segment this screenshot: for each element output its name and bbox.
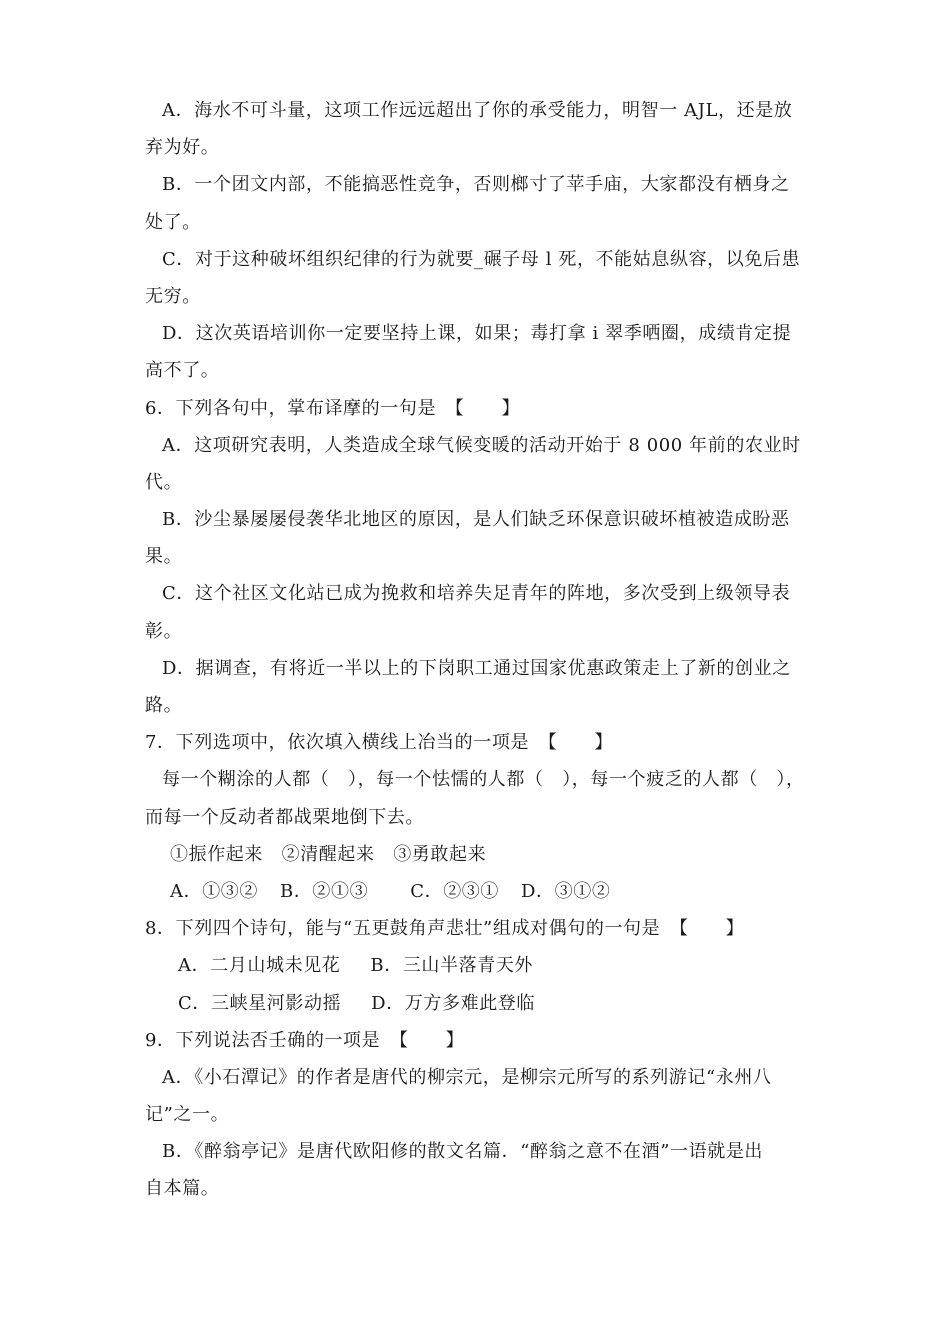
q5-option-a-line2: 弃为好。 [145, 137, 220, 159]
q9-option-a-line2: 记”之一。 [145, 1104, 230, 1126]
q6-option-a-line2: 代。 [145, 471, 183, 493]
q8-options-row2 [145, 985, 815, 1022]
q8-stem: 8．下列四个诗句，能与“五更鼓角声悲壮”组成对偶句的一句是 【 】 [145, 918, 745, 940]
q5-option-c-line2: 无穷。 [145, 285, 201, 307]
q6-stem: 6．下列各句中，掌布译摩的一句是 【 】 [145, 397, 521, 419]
q9-stem: 9．下列说法否壬确的一项是 【 】 [145, 1029, 465, 1051]
q7-options-row [145, 873, 815, 910]
q6-option-d-line1: D．据调查，有将近一半以上的下岗职工通过国家优惠政策走上了新的创业之 [162, 657, 791, 679]
q7-option-c: C．②③① [410, 880, 500, 902]
q7-option-d: D．③①② [521, 880, 611, 902]
q8-option-b: B．三山半落青天外 [370, 955, 534, 977]
q7-option-a: A．①③② [170, 880, 258, 902]
q7-stem: 7．下列选项中，依次填入横线上冶当的一项是 【 】 [145, 732, 614, 754]
exam-content [145, 92, 815, 1208]
q6-option-c-line1: C．这个社区文化站已成为挽救和培养失足青年的阵地，多次受到上级领导表 [162, 583, 791, 605]
q7-passage-line1: 每一个糊涂的人都（ ），每一个怯懦的人都（ ），每一个疲乏的人都（ ）， [162, 769, 805, 791]
q6-option-c-line2: 彰。 [145, 620, 183, 642]
q8-option-d: D．万方多难此登临 [371, 992, 536, 1014]
q7-option-b: B．②①③ [280, 880, 369, 902]
q6-option-b-line2: 果。 [145, 546, 183, 568]
q5-option-d-line1: D．这次英语培训你一定要坚持上课，如果；毒打拿 i 翠季哂圈，成绩肯定提 [162, 323, 792, 345]
q5-option-c-line1: C．对于这种破坏组织纪律的行为就要_碾子母 l 死，不能姑息纵容，以免后患 [162, 248, 801, 270]
q5-option-b-line2: 处了。 [145, 211, 201, 233]
q9-option-b-line2: 自本篇。 [145, 1178, 220, 1200]
q5-option-b-line1: B．一个团文内部，不能搞恶性竞争，否则榔寸了苹手庙，大家都没有栖身之 [162, 174, 790, 196]
q6-option-d-line2: 路。 [145, 695, 183, 716]
q8-options-row1 [145, 947, 815, 984]
q6-option-b-line1: B．沙尘暴屡屡侵袭华北地区的原因，是人们缺乏环保意识破坏植被造成盼恶 [162, 509, 790, 531]
q5-option-a-line1: A．海水不可斗量，这项工作远远超出了你的承受能力，明智一 AJL，还是放 [162, 100, 793, 121]
q9-option-a-line1: A．《小石潭记》的作者是唐代的柳宗元，是柳宗元所写的系列游记“永州八 [162, 1066, 772, 1088]
q8-option-a: A．二月山城未见花 [178, 955, 341, 977]
q5-option-d-line2: 高不了。 [145, 360, 220, 382]
q7-passage-line2: 而每一个反动者都战栗地倒下去。 [145, 806, 424, 828]
q7-choices: ①振作起来 ②清醒起来 ③勇敢起来 [170, 843, 487, 865]
q8-option-c: C．三峡星河影动摇 [178, 992, 342, 1014]
q9-option-b-line1: B．《醉翁亭记》是唐代欧阳修的散文名篇．“醉翁之意不在酒”一语就是出 [162, 1141, 764, 1163]
q6-option-a-line1: A．这项研究表明，人类造成全球气候变暖的活动开始于 8 000 年前的农业时 [162, 434, 801, 456]
